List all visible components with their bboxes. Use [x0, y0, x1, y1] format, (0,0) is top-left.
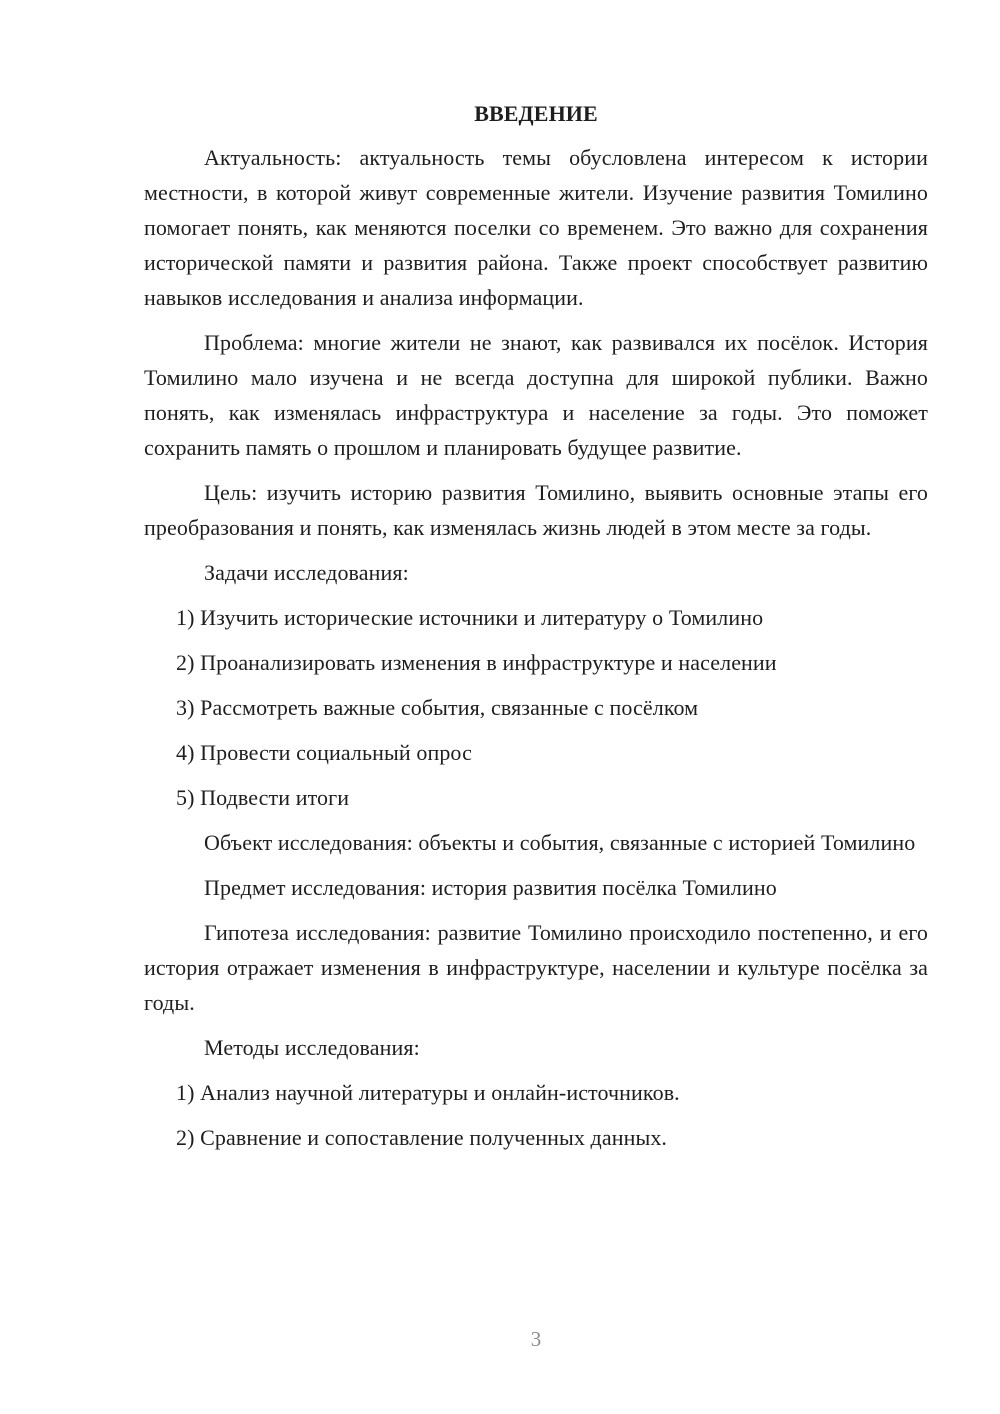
methods-heading: Методы исследования: — [204, 1035, 420, 1060]
task-item: 2) Проанализировать изменения в инфраструктуре и населении — [176, 650, 777, 675]
method-item: 2) Сравнение и сопоставление полученных данных. — [176, 1125, 668, 1150]
document-page — [144, 96, 928, 1165]
task-item: 3) Рассмотреть важные события, связанные с посёлком — [176, 695, 699, 720]
task-item: 5) Подвести итоги — [176, 785, 350, 810]
subject-paragraph: Предмет исследования: история развития посёлка Томилино — [204, 875, 777, 900]
task-item: 1) Изучить исторические источники и литературу о Томилино — [176, 605, 764, 630]
method-item: 1) Анализ научной литературы и онлайн-источников. — [176, 1080, 680, 1105]
relevance-paragraph: Актуальность: актуальность темы обусловлена интересом к истории местности, в которой живут современные жители. Изучение развития Томилино помогает понять, как меняются поселки со временем. Это важно для сохранения исторической памяти и развития района. Также проект способствует развитию навыков исследования и анализа информации. — [144, 145, 928, 310]
hypothesis-paragraph: Гипотеза исследования: развитие Томилино происходило постепенно, и его история отражает изменения в инфраструктуре, населении и культуре посёлка за годы. — [144, 920, 928, 1015]
task-item: 4) Провести социальный опрос — [176, 740, 472, 765]
goal-paragraph: Цель: изучить историю развития Томилино, выявить основные этапы его преобразования и понять, как изменялась жизнь людей в этом месте за годы. — [144, 480, 928, 540]
object-paragraph: Объект исследования: объекты и события, связанные с историей Томилино — [204, 830, 916, 855]
problem-paragraph: Проблема: многие жители не знают, как развивался их посёлок. История Томилино мало изучена и не всегда доступна для широкой публики. Важно понять, как изменялась инфраструктура и население за годы. Это поможет сохранить память о прошлом и планировать будущее развитие. — [144, 330, 928, 460]
tasks-heading: Задачи исследования: — [204, 560, 409, 585]
section-title: ВВЕДЕНИЕ — [474, 101, 598, 126]
page-number: 3 — [530, 1327, 542, 1351]
